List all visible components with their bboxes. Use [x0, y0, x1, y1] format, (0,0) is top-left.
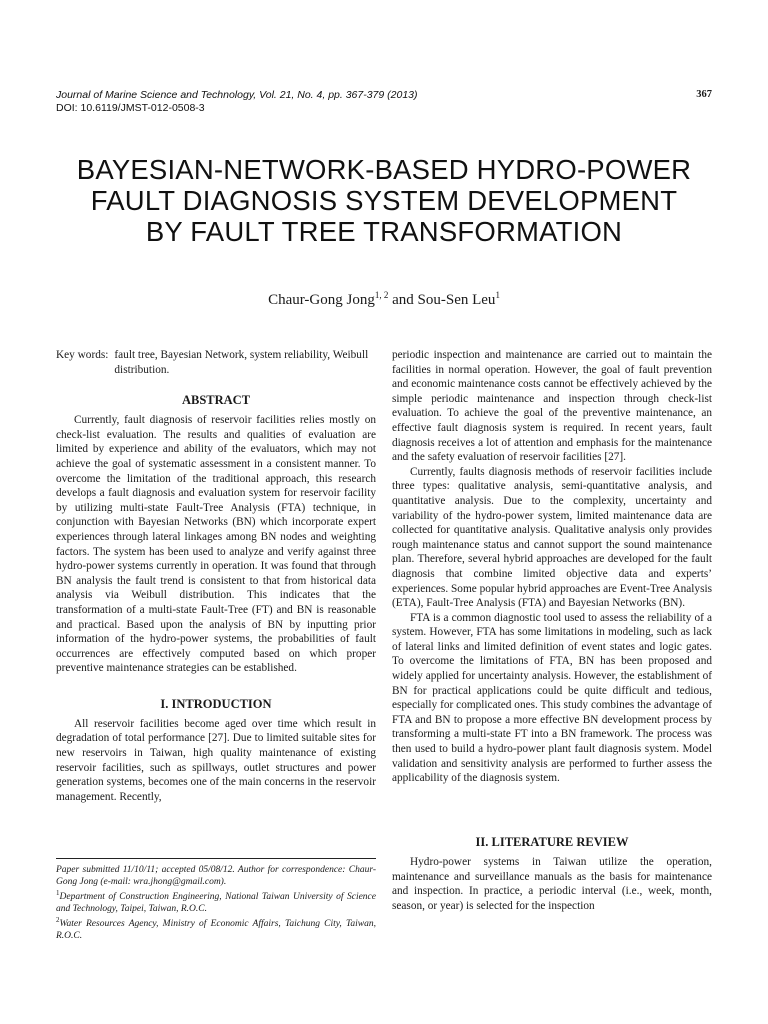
authors: [0, 290, 768, 309]
literature-review-heading: II. LITERATURE REVIEW: [475, 835, 629, 849]
title-line-3: BY FAULT TREE TRANSFORMATION: [145, 216, 623, 247]
author-1-affiliation: 1, 2: [374, 290, 389, 300]
journal-citation: Journal of Marine Science and Technology, Vol. 21, No. 4, pp. 367-379 (2013): [56, 89, 418, 101]
literature-review-text: Hydro-power systems in Taiwan utilize the operation, maintenance and surveillance manuals as the basis for maintenance and inspection. In practice, a periodic interval (i.e., week, month, season, or year) is selected for the inspection: [392, 856, 712, 912]
introduction-paragraph-3: Currently, faults diagnosis methods of reservoir facilities include three types: qualitative analysis, semi-quantitative analysis, and quantitative analysis. Due to the complexity, uncertainty and variability of the hydro-power system, limited maintenance data are collected for quantitative analysis. Qualitative analysis only provides rough maintenance status and cannot support the sound maintenance plan. Therefore, several hybrid approaches are developed for the fault diagnosis that combine limited objective data and experts’ experiences. Some popular hybrid approaches are Event-Tree Analysis (ETA), Fault-Tree Analysis (FTA) and Bayesian Networks (BN).: [392, 465, 712, 610]
literature-review-section: [392, 834, 712, 913]
keywords-label: Key words:: [56, 349, 109, 361]
footnote-1-text: Department of Construction Engineering, National Taiwan University of Science and Technology, Taipei, Taiwan, R.O.C.: [56, 892, 376, 914]
keywords-value: fault tree, Bayesian Network, system reliability, Weibull distribution.: [114, 349, 369, 376]
footnote-2-text: Water Resources Agency, Ministry of Economic Affairs, Taichung City, Taiwan, R.O.C.: [56, 919, 376, 941]
introduction-paragraph-2: periodic inspection and maintenance are carried out to maintain the facilities in normal operation. However, the goal of fault prevention and economic maintenance costs cannot be effectively achieved by the simple periodic maintenance and inspection through check-list evaluation. To achieve the goal of the preventive maintenance, an effective fault diagnosis system is required. In recent years, fault diagnosis receives a lot of attention and emphasis for the maintenance and the safety evaluation of reservoir facilities [27].: [392, 349, 712, 464]
footnote-1-marker: 1: [56, 889, 60, 897]
footnote-2-marker: 2: [56, 916, 60, 925]
introduction-heading: I. INTRODUCTION: [160, 696, 272, 711]
title-line-2: FAULT DIAGNOSIS SYSTEM DEVELOPMENT: [90, 185, 678, 216]
introduction-paragraph-1: All reservoir facilities become aged over time which result in degradation of total performance [27]. Due to limited suitable sites for new reservoirs in Taiwan, high quality maintenance of existing reservoir facilities, such as spillways, outlet structures and power generation systems, becomes one of the main concerns in the reservoir management. Recently,: [56, 717, 376, 803]
keywords: [56, 348, 376, 377]
page-number: 367: [696, 89, 712, 100]
abstract-text: Currently, fault diagnosis of reservoir facilities relies mostly on check-list evaluation. The results and qualities of evaluation are limited by experience and ability of the evaluators, which may not achieve the goal of systematic assessment in a consistent manner. To overcome the limitation of the traditional approach, this research develops a fault diagnosis and evaluation system for reservoir facility by utilizing multi-state Fault-Tree Analysis (FTA) technique, in conjunction with Bayesian Networks (BN) which incorporate expert experiences through lateral linkages among BN nodes and weighting factors. The system has been used to analyze and verify against three hydro-power systems currently in operation. It was found that through BN analysis the fault trend is consistent to that from historical data analysis via Weibull distribution. This indicates that the transformation of a multi-state Fault-Tree (FT) and BN is reasonable and practical. Based upon the analysis of BN by inputting prior information of the hydro-power systems, the probabilities of fault occurrences are effectively computed based on which proper preventive maintenance strategies can be established.: [56, 414, 376, 675]
left-column: [56, 348, 376, 804]
author-1: Chaur-Gong Jong: [268, 292, 375, 308]
author-conjunction: and: [388, 292, 418, 308]
paper-title: [40, 154, 728, 247]
footnotes: [56, 858, 376, 942]
journal-header: [56, 89, 418, 115]
right-column: [392, 348, 712, 786]
doi: DOI: 10.6119/JMST-012-0508-3: [56, 102, 205, 114]
introduction-paragraph-4: FTA is a common diagnostic tool used to assess the reliability of a system. However, FTA has some limitations in modeling, such as lack of lateral links and limited definition of event states and logic gates. To overcome the limitations of FTA, BN has been proposed and widely applied for uncertainty analysis. However, the establishment of BN for practical applications could be quite difficult and tedious, especially for complicated ones. This study combines the advantage of FTA and BN to propose a more effective BN development process by transforming a multi-state FT into a BN framework. The process was then used to build a hydro-power plant fault diagnosis system. Model validation and sensitivity analysis are performed to further assess the applicability of the diagnosis system.: [392, 611, 712, 785]
title-line-1: BAYESIAN-NETWORK-BASED HYDRO-POWER: [76, 154, 692, 185]
author-2-affiliation: 1: [495, 290, 500, 300]
footnote-submitted: Paper submitted 11/10/11; accepted 05/08/12. Author for correspondence: Chaur-Gong Jong (e-mail: wra.jhong@gmail.com).: [56, 865, 376, 887]
author-2: Sou-Sen Leu: [417, 292, 496, 308]
footnote-affiliation-1: [56, 888, 376, 915]
abstract-heading: ABSTRACT: [181, 393, 251, 408]
footnote-affiliation-2: [56, 915, 376, 942]
